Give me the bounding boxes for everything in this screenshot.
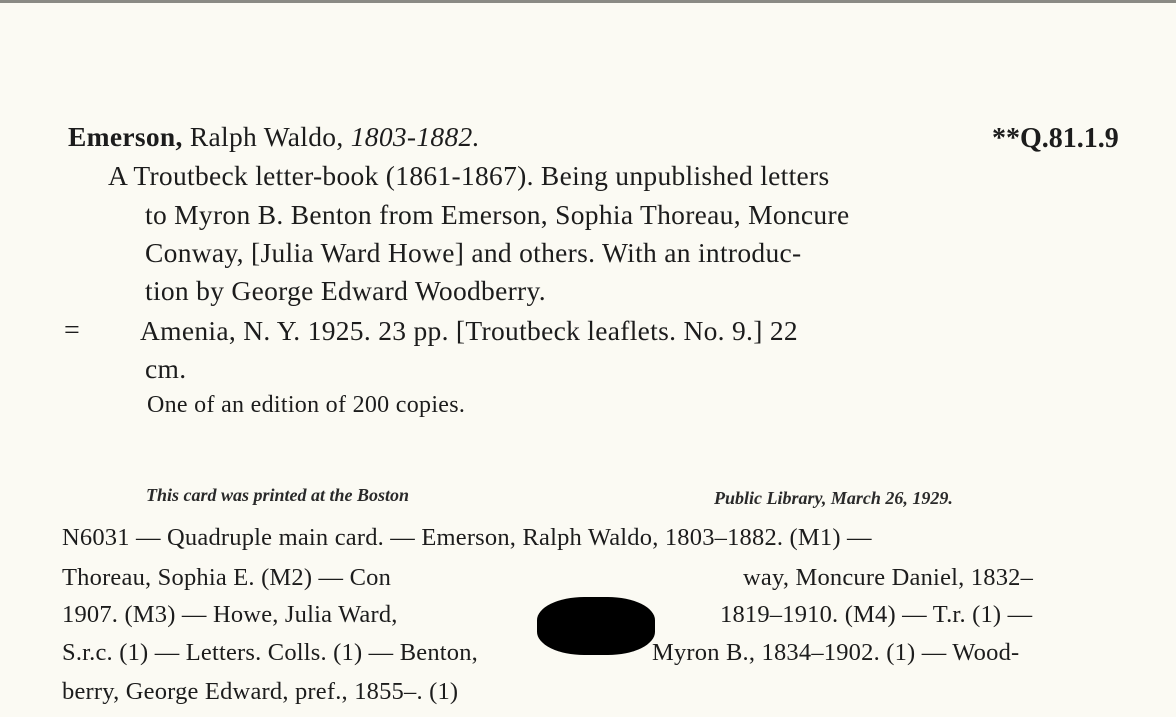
printed-note-right: Public Library, March 26, 1929. [714,488,953,508]
title-line-2: to Myron B. Benton from Emerson, Sophia Thoreau, Moncure [145,199,850,230]
tracing-line-3-right: 1819–1910. (M4) — T.r. (1) — [720,601,1033,628]
title-line-4: tion by George Edward Woodberry. [145,275,546,306]
imprint-line-1: Amenia, N. Y. 1925. 23 pp. [Troutbeck leaflets. No. 9.] 22 [140,315,798,346]
imprint-mark: = [64,315,80,346]
tracing-line-2-left: Thoreau, Sophia E. (M2) — Con [62,564,392,591]
main-heading [68,121,480,153]
tracing-line-4-right: Myron B., 1834–1902. (1) — Wood- [652,639,1020,666]
tracing-line-5: berry, George Edward, pref., 1855–. (1) [62,678,459,705]
author-dates: 1803-1882. [350,121,480,152]
tracing-line-4-left: S.r.c. (1) — Letters. Colls. (1) — Benton, [62,639,478,666]
title-line-3: Conway, [Julia Ward Howe] and others. With an introduc- [145,237,802,268]
author-surname: Emerson, [68,121,183,152]
edition-note: One of an edition of 200 copies. [147,392,466,418]
title-line-1: A Troutbeck letter-book (1861-1867). Being unpublished letters [108,160,830,191]
imprint-line-2: cm. [145,353,187,384]
printed-note-left: This card was printed at the Boston [146,485,410,505]
tracing-line-2-right: way, Moncure Daniel, 1832– [743,564,1034,591]
tracing-line-3-left: 1907. (M3) — Howe, Julia Ward, [62,601,398,628]
redaction-blot [537,597,655,655]
tracing-line-1: N6031 — Quadruple main card. — Emerson, Ralph Waldo, 1803–1882. (M1) — [62,524,872,551]
author-forenames: Ralph Waldo, [189,121,344,152]
call-number: **Q.81.1.9 [992,123,1119,154]
